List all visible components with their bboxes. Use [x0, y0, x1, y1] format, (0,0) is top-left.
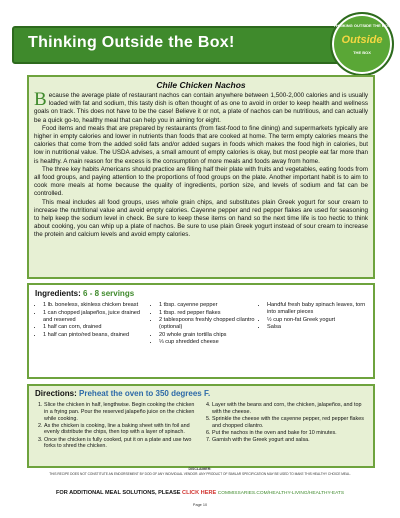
direction-step: 6. Put the nachos in the oven and bake for 10 minutes.: [212, 430, 367, 437]
article-paragraph-1: Because the average plate of restaurant nachos can contain anywhere between 1,500-2,000 calories and is usually loaded with fat and sodium, this tasty dish is often thought of as one to avoid in order to keep health and wellness goals on track. This does not have to be the case! Believe it or not, a plate of nachos can be nutritious, and can actually be a quick go-to, healthy meal that can help you in aiming for eight.: [34, 89, 368, 124]
ingredients-heading: Ingredients: 6 - 8 servings: [35, 289, 135, 298]
ingredient-item: • Handful fresh baby spinach leaves, torn into smaller pieces: [267, 302, 367, 316]
logo-bottom-text: THE BOX: [353, 50, 371, 55]
article-paragraph-4: This meal includes all food groups, uses whole grain chips, and substitutes plain Greek yogurt for sour cream to increase the nutritional value and avoid empty calories. Cayenne pepper and red pepper flakes are used for seasoning to help keep the sodium level in check. Be sure to keep these items on hand so the next time life is too hectic to think about cooking, you can whip up a plate of nachos. Be sure to use plain Greek yogurt instead of sour cream to increase the protein and calcium levels and avoid empty calories.: [34, 198, 368, 239]
header-banner: [12, 26, 374, 64]
ingredient-item: • 2 tablespoons freshly chopped cilantro (optional): [159, 317, 255, 331]
footer-cta: [0, 490, 400, 496]
ingredients-column-2: [151, 302, 255, 347]
article-paragraph-2: Food items and meals that are prepared by restaurants (from fast-food to fine dining) and supermarkets typically are higher in empty calories and lower in nutrients than foods that are cooked at home. The term empty calories means the calories that come from the added solid fats and/or added sugars in foods which makes the food high in calories, but low in nutritional value. The USDA advises, a small amount of empty calories is okay, but most people eat far more than is healthy. A main reason for the excess is the consumption of more meals and foods away from home.: [34, 124, 368, 165]
ingredients-box: [27, 283, 375, 379]
footer-url-link[interactable]: COMMISSARIES.COM/HEALTHY-LIVING/HEALTHY-EATS: [217, 491, 345, 496]
ingredients-column-3: [259, 302, 367, 332]
article-body: [34, 89, 368, 240]
direction-step: 7. Garnish with the Greek yogurt and salsa.: [212, 437, 367, 444]
ingredient-item: • 1 lb. boneless, skinless chicken breast: [43, 302, 147, 309]
click-here-link[interactable]: CLICK HERE: [182, 490, 217, 496]
servings-label: 6 - 8 servings: [83, 289, 135, 298]
directions-column-2: [203, 402, 367, 444]
directions-column-1: [35, 402, 197, 450]
thinking-outside-box-logo: [330, 12, 394, 76]
drop-cap: B: [34, 89, 47, 110]
direction-step: 4. Layer with the beans and corn, the chicken, jalapeños, and top with the cheese.: [212, 402, 367, 416]
directions-heading: Directions: Preheat the oven to 350 degrees F.: [35, 389, 211, 398]
preheat-instruction: Preheat the oven to 350 degrees F.: [79, 389, 211, 398]
disclaimer-text: THIS RECIPE DOES NOT CONSTITUTE AN ENDORSEMENT BY DOD OF ANY INDIVIDUAL VENDOR. ANY PRODUCT OF SIMILAR SPECIFICATION MAY BE USED TO MAKE THIS HEALTHY CHOICE MEAL.: [49, 472, 351, 476]
article-box: [27, 75, 375, 279]
page-title: Thinking Outside the Box!: [28, 34, 235, 51]
direction-step: 5. Sprinkle the cheese with the cayenne pepper, red pepper flakes and chopped cilantro.: [212, 416, 367, 430]
logo-top-text: THINKING OUTSIDE THE BOX: [333, 23, 391, 28]
article-paragraph-3: The three key habits Americans should practice are filling half their plate with fruits and vegetables, eating foods from all food groups, and paying attention to the proportions of food groups on the plate. Another important habit is to aim to cook more meals at home because the quality of ingredients, portion size, and levels of sodium and fat can be controlled.: [34, 165, 368, 198]
ingredient-item: • 1 can chopped jalapeños, juice drained and reserved: [43, 310, 147, 324]
ingredient-item: • 20 whole grain tortilla chips: [159, 332, 255, 339]
ingredient-item: • 1 half can pinto/red beans, drained: [43, 332, 147, 339]
ingredient-item: • ⅓ cup shredded cheese: [159, 339, 255, 346]
ingredient-item: • 1 half can corn, drained: [43, 324, 147, 331]
recipe-title: Chile Chicken Nachos: [156, 80, 246, 90]
disclaimer-title: DISCLAIMER:: [188, 467, 212, 471]
direction-step: 3. Once the chicken is fully cooked, put it on a plate and use two forks to shred the chicken.: [44, 437, 197, 451]
direction-step: 1. Slice the chicken in half, lengthwise. Begin cooking the chicken in a frying pan. Pour the reserved jalapeño juice on the chicken while cooking.: [44, 402, 197, 422]
ingredient-item: • ½ cup non-fat Greek yogurt: [267, 317, 367, 324]
page-number: Page 10: [192, 503, 208, 507]
ingredient-item: • 1 tbsp. red pepper flakes: [159, 310, 255, 317]
directions-box: [27, 384, 375, 468]
ingredient-item: • Salsa: [267, 324, 367, 331]
footer-cta-text: FOR ADDITIONAL MEAL SOLUTIONS, PLEASE: [55, 490, 181, 496]
ingredient-item: • 1 tbsp. cayenne pepper: [159, 302, 255, 309]
logo-main-text: Outside: [341, 34, 383, 46]
ingredients-column-1: [35, 302, 147, 339]
direction-step: 2. As the chicken is cooking, line a baking sheet with tin foil and evenly distribute the chips, then top with a layer of spinach.: [44, 423, 197, 437]
